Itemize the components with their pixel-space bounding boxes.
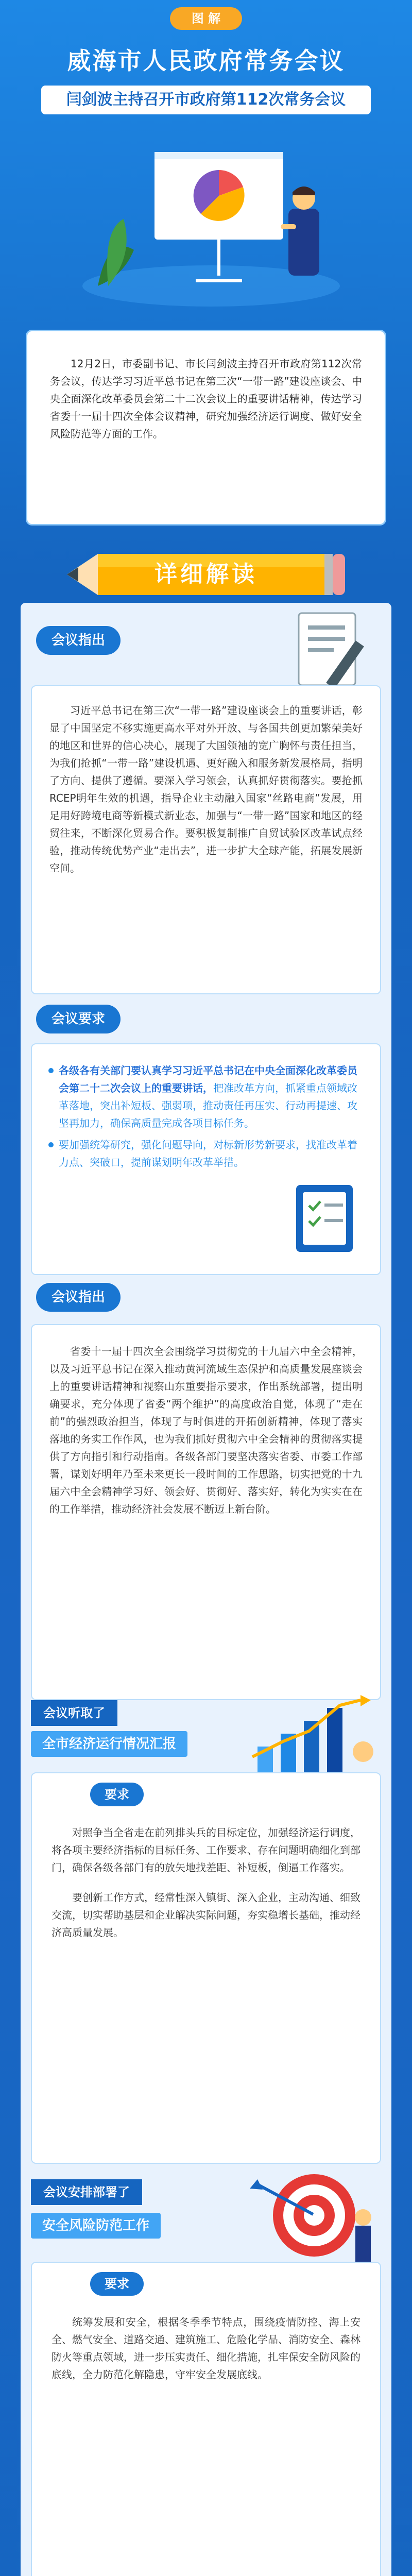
block3-text: 省委十一届十四次全会围绕学习贯彻党的十九届六中全会精神，以及习近平总书记在深入推动黄河流域生态保护和高质量发展座谈会上的重要讲话精神和视察山东重要指示要求，作出系统部署，提出明确要求，充分体现了省委“两个维护”的高度政治自觉，体现了“走在前”的强烈政治担当，体现了与时俱进的开拓创新精神，体现了落实落地的务实工作作风，也为我们抓好贯彻六中全会精神的贯彻落实提供了方向指引和行动指南。各级各部门要坚决落实省委、市委工作部署，谋划好明年乃至未来更长一段时间的工作思路，切实把党的十九届六中全会精神学习好、领会好、贯彻好、落实好，转化为实实在在的工作举措，推动经济社会发展不断迈上新台阶。 (49, 1345, 363, 1515)
page-title: 威海市人民政府常务会议 (67, 47, 345, 75)
presenter-figure (288, 209, 319, 276)
checklist-icon (288, 1180, 366, 1257)
category-tag: 图 解 (170, 7, 242, 30)
block1-label: 会议指出 (36, 626, 121, 655)
block5-label: 要求 (90, 2272, 144, 2296)
document-pen-icon (288, 608, 371, 696)
target-icon (227, 2164, 381, 2267)
block3-label: 会议指出 (36, 1283, 121, 1312)
growth-chart-icon (242, 1690, 381, 1783)
block1-text: 习近平总书记在第三次“一带一路”建设座谈会上的重要讲话，彰显了中国坚定不移实施更高水平对外开放、与各国共创更加繁荣美好的地区和世界的信心决心，展现了大国领袖的宽广胸怀与责任担当，为我们抢抓“一带一路”建设机遇、更好融入和服务新发展格局，指明了方向、提供了遵循。要深入学习领会，认真抓好贯彻落实。要抢抓RCEP明年生效的机遇，指导企业主动融入国家“丝路电商”发展，用足用好跨境电商等新模式新业态，加强与“一带一路”国家和地区的经贸往来，不断深化贸易合作。要积极复制推广自贸试验区改革试点经验，推动传统优势产业“走出去”，进一步扩大全球产能，拓展发展新空间。 (49, 704, 363, 874)
block3-card (31, 1324, 381, 1700)
block5-ribbon: 会议安排部署了 (31, 2179, 142, 2205)
intro-card (26, 330, 386, 526)
page-subtitle: 闫剑波主持召开市政府第112次常务会议 (41, 86, 371, 114)
block4-label: 要求 (90, 1783, 144, 1806)
block4-paragraph-1: 对照争当全省走在前列排头兵的目标定位，加强经济运行调度，将各项主要经济指标的目标任务、工作要求、存在问题明确细化到部门，确保各级各部门有的放矢地找差距、补短板，倒逼工作落实。 (52, 1826, 360, 1874)
section-title: 详细解读 (154, 561, 258, 587)
block4-body (52, 1824, 360, 1941)
block2-list (47, 1062, 365, 1171)
block4-paragraph-2: 要创新工作方式，经常性深入镇街、深入企业，主动沟通、细致交流，切实帮助基层和企业解决实际问题，夯实稳增长基础，推动经济高质量发展。 (52, 1891, 360, 1939)
block2-label: 会议要求 (36, 1005, 121, 1033)
header (0, 0, 412, 325)
block5-body (52, 2313, 360, 2383)
list-item: 要加强统筹研究，强化问题导向，对标新形势新要求，找准改革着力点、突破口，提前谋划明年改革举措。 (47, 1136, 365, 1171)
hero-illustration (77, 131, 345, 307)
block5-text: 统筹发展和安全，根据冬季季节特点，围绕疫情防控、海上安全、燃气安全、道路交通、建筑施工、危险化学品、消防安全、森林防火等重点领域，进一步压实责任、细化措施，扎牢保安全防风险的底线，全力防范化解隐患，守牢安全发展底线。 (52, 2316, 360, 2381)
block5-subtitle: 安全风险防范工作 (31, 2213, 161, 2239)
block4-subtitle: 全市经济运行情况汇报 (31, 1731, 187, 1757)
block5-card (31, 2262, 381, 2576)
block1-card (31, 685, 381, 994)
intro-text: 12月2日，市委副书记、市长闫剑波主持召开市政府第112次常务会议，传达学习习近平总书记在第三次“一带一路”建设座谈会、中央全面深化改革委员会第二十二次会议上的重要讲话精神，传达学习省委十一届十四次全体会议精神，研究加强经济运行调度、做好安全风险防范等方面的工作。 (50, 358, 362, 440)
list-item: 各级各有关部门要认真学习习近平总书记在中央全面深化改革委员会第二十二次会议上的重要讲话，把准改革方向，抓紧重点领域改革落地，突出补短板、强弱项，推动责任再压实、行动再提速、攻坚再加力，确保高质量完成各项目标任务。 (47, 1062, 365, 1132)
block4-ribbon: 会议听取了 (31, 1700, 117, 1726)
